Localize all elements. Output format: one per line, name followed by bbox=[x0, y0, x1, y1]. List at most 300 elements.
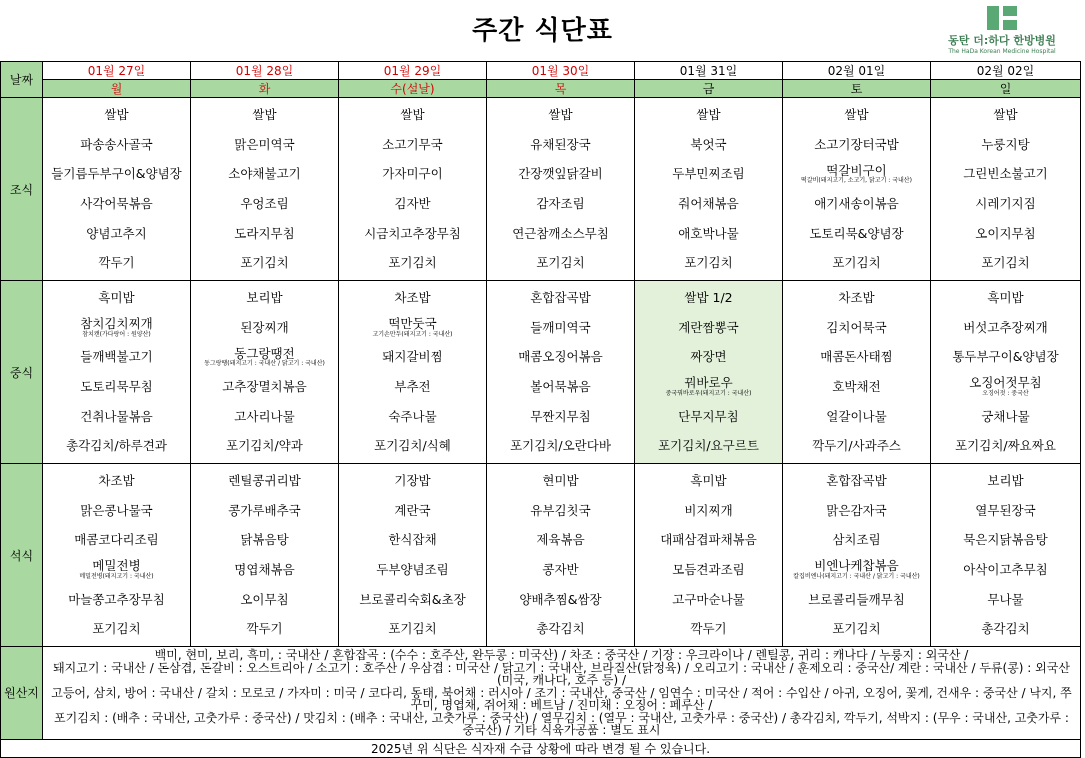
menu-list bbox=[191, 281, 338, 463]
menu-item-name: 애호박나물 bbox=[678, 225, 739, 241]
menu-item bbox=[783, 284, 930, 312]
menu-item-name: 도토리묵&양념장 bbox=[809, 225, 904, 241]
origin-info bbox=[43, 647, 1081, 740]
menu-item-name: 아삭이고추무침 bbox=[963, 561, 1048, 577]
menu-item bbox=[43, 249, 190, 277]
weekday-cell: 화 bbox=[191, 80, 339, 98]
menu-list bbox=[635, 281, 782, 463]
menu-item bbox=[931, 556, 1080, 584]
lunch-day-cell bbox=[339, 281, 487, 464]
menu-item bbox=[487, 497, 634, 525]
menu-item-name: 떡갈비구이 bbox=[826, 162, 887, 178]
menu-item-name: 흑미밥 bbox=[987, 290, 1024, 306]
menu-item-name: 쌀밥 bbox=[696, 107, 721, 123]
menu-item-name: 혼합잡곡밥 bbox=[826, 473, 887, 489]
menu-item bbox=[191, 432, 338, 460]
dinner-day-cell bbox=[635, 464, 783, 647]
menu-item bbox=[191, 467, 338, 495]
menu-item bbox=[635, 190, 782, 218]
menu-item bbox=[339, 314, 486, 342]
menu-item-name: 브로콜리숙회&초장 bbox=[359, 591, 466, 607]
weekday-cell: 목 bbox=[487, 80, 635, 98]
menu-item-name: 총각김치 bbox=[981, 621, 1030, 637]
menu-item-origin-note: 메밀전병(돼지고기 : 국내산) bbox=[79, 572, 154, 580]
menu-item bbox=[783, 526, 930, 554]
menu-item bbox=[635, 432, 782, 460]
menu-item bbox=[783, 615, 930, 643]
menu-item bbox=[487, 190, 634, 218]
menu-item bbox=[43, 373, 190, 401]
menu-item-name: 계란국 bbox=[394, 502, 431, 518]
menu-item-name: 유부김칫국 bbox=[530, 502, 591, 518]
menu-item bbox=[191, 402, 338, 430]
menu-item bbox=[43, 467, 190, 495]
menu-item-name: 흑미밥 bbox=[98, 290, 135, 306]
menu-item bbox=[783, 556, 930, 584]
menu-item bbox=[339, 190, 486, 218]
menu-list bbox=[487, 464, 634, 646]
menu-list bbox=[43, 464, 190, 646]
menu-item bbox=[43, 131, 190, 159]
date-cell: 02월 01일 bbox=[783, 62, 931, 80]
menu-item bbox=[191, 219, 338, 247]
menu-item-name: 도토리묵무침 bbox=[80, 378, 153, 394]
menu-item bbox=[783, 219, 930, 247]
menu-item bbox=[783, 314, 930, 342]
menu-item-name: 마늘쫑고추장무침 bbox=[68, 591, 165, 607]
menu-item bbox=[339, 432, 486, 460]
menu-item-name: 현미밥 bbox=[542, 473, 579, 489]
hospital-name-en: The HaDa Korean Medicine Hospital bbox=[948, 48, 1056, 55]
menu-item-origin-note: 중국꿔바로우(돼지고기 : 국내산) bbox=[665, 389, 752, 397]
menu-item bbox=[783, 585, 930, 613]
menu-item-name: 쌀밥 bbox=[400, 107, 425, 123]
menu-item-name: 간장깻잎닭갈비 bbox=[518, 166, 603, 182]
menu-item-name: 떡만둣국 bbox=[388, 315, 437, 331]
weekly-menu-table bbox=[0, 61, 1081, 758]
dinner-label: 석식 bbox=[1, 464, 43, 647]
menu-item-name: 들깨미역국 bbox=[530, 319, 591, 335]
menu-item-name: 포기김치 bbox=[536, 255, 585, 271]
menu-item bbox=[43, 343, 190, 371]
menu-item bbox=[931, 615, 1080, 643]
breakfast-day-cell bbox=[191, 98, 339, 281]
lunch-label: 중식 bbox=[1, 281, 43, 464]
menu-list bbox=[43, 98, 190, 280]
menu-item bbox=[931, 497, 1080, 525]
menu-list bbox=[339, 281, 486, 463]
menu-item-name: 차조밥 bbox=[394, 290, 431, 306]
menu-list bbox=[43, 281, 190, 463]
menu-item-name: 들깨백불고기 bbox=[80, 349, 153, 365]
menu-item-name: 동그랑땡전 bbox=[234, 345, 295, 361]
lunch-day-cell bbox=[487, 281, 635, 464]
menu-item-name: 시금치고추장무침 bbox=[364, 225, 461, 241]
menu-item bbox=[191, 190, 338, 218]
menu-item bbox=[191, 526, 338, 554]
menu-item bbox=[487, 556, 634, 584]
menu-item bbox=[487, 219, 634, 247]
menu-item-name: 맑은콩나물국 bbox=[80, 502, 153, 518]
menu-item-name: 우엉조림 bbox=[240, 195, 289, 211]
menu-item-name: 혼합잡곡밥 bbox=[530, 290, 591, 306]
menu-item bbox=[43, 314, 190, 342]
lunch-day-cell bbox=[43, 281, 191, 464]
menu-item-name: 무나물 bbox=[987, 591, 1024, 607]
menu-item bbox=[191, 284, 338, 312]
menu-item bbox=[487, 467, 634, 495]
menu-item-name: 맑은미역국 bbox=[234, 136, 295, 152]
menu-item-name: 보리밥 bbox=[246, 290, 283, 306]
lunch-day-cell bbox=[635, 281, 783, 464]
menu-item-name: 명엽채볶음 bbox=[234, 561, 295, 577]
menu-item-name: 가자미구이 bbox=[382, 166, 443, 182]
menu-item bbox=[487, 432, 634, 460]
menu-item-name: 통두부구이&양념장 bbox=[952, 349, 1059, 365]
menu-item-name: 매콤돈사태찜 bbox=[820, 349, 893, 365]
menu-item bbox=[339, 467, 486, 495]
menu-item-name: 모듬견과조림 bbox=[672, 561, 745, 577]
menu-item-name: 도라지무침 bbox=[234, 225, 295, 241]
menu-item bbox=[635, 249, 782, 277]
menu-item bbox=[191, 615, 338, 643]
menu-item bbox=[43, 497, 190, 525]
menu-list bbox=[339, 464, 486, 646]
menu-item-name: 쌀밥 bbox=[252, 107, 277, 123]
date-cell: 02월 02일 bbox=[931, 62, 1081, 80]
menu-item-name: 양배추찜&쌈장 bbox=[519, 591, 602, 607]
menu-item bbox=[931, 160, 1080, 188]
menu-item-name: 두부양념조림 bbox=[376, 561, 449, 577]
menu-item bbox=[783, 467, 930, 495]
menu-item bbox=[191, 101, 338, 129]
menu-item-name: 깍두기/사과주스 bbox=[812, 438, 901, 454]
menu-list bbox=[191, 464, 338, 646]
menu-item-name: 브로콜리들깨무침 bbox=[808, 591, 905, 607]
menu-item-name: 무짠지무침 bbox=[530, 408, 591, 424]
menu-item-name: 렌틸콩귀리밥 bbox=[228, 473, 301, 489]
menu-item bbox=[931, 101, 1080, 129]
menu-item bbox=[635, 526, 782, 554]
menu-item bbox=[339, 249, 486, 277]
origin-label: 원산지 bbox=[1, 647, 43, 740]
breakfast-label: 조식 bbox=[1, 98, 43, 281]
menu-item-name: 김자반 bbox=[394, 195, 431, 211]
menu-item bbox=[191, 131, 338, 159]
menu-item-name: 포기김치 bbox=[388, 255, 437, 271]
menu-item bbox=[783, 432, 930, 460]
menu-item bbox=[487, 402, 634, 430]
menu-item bbox=[931, 249, 1080, 277]
weekday-cell: 일 bbox=[931, 80, 1081, 98]
dinner-day-cell bbox=[339, 464, 487, 647]
menu-item-origin-note: 오징어젓 : 중국산 bbox=[982, 389, 1029, 397]
menu-item-name: 총각김치 bbox=[536, 621, 585, 637]
menu-item bbox=[635, 284, 782, 312]
weekday-cell: 토 bbox=[783, 80, 931, 98]
menu-item-name: 쌀밥 bbox=[993, 107, 1018, 123]
dinner-day-cell bbox=[191, 464, 339, 647]
date-cell: 01월 29일 bbox=[339, 62, 487, 80]
menu-item-name: 깍두기 bbox=[246, 621, 283, 637]
breakfast-day-cell bbox=[43, 98, 191, 281]
menu-item-name: 포기김치 bbox=[92, 621, 141, 637]
menu-item-origin-note: 참치캔(가다랑어 : 원양산) bbox=[82, 330, 151, 338]
menu-item-name: 북엇국 bbox=[690, 136, 727, 152]
menu-item bbox=[635, 497, 782, 525]
menu-item-name: 애기새송이볶음 bbox=[814, 195, 899, 211]
menu-item bbox=[783, 131, 930, 159]
menu-item-name: 소야채불고기 bbox=[228, 166, 301, 182]
weekday-cell: 월 bbox=[43, 80, 191, 98]
menu-item-name: 누룽지탕 bbox=[981, 136, 1030, 152]
menu-item-name: 메밀전병 bbox=[92, 558, 141, 574]
menu-item-name: 돼지갈비찜 bbox=[382, 349, 443, 365]
breakfast-day-cell bbox=[635, 98, 783, 281]
menu-item-name: 버섯고추장찌개 bbox=[963, 319, 1048, 335]
menu-item-name: 흑미밥 bbox=[690, 473, 727, 489]
menu-item bbox=[43, 556, 190, 584]
menu-item-origin-note: 떡갈비(돼지고기, 소고기, 닭고기 : 국내산) bbox=[801, 177, 912, 185]
lunch-day-cell bbox=[191, 281, 339, 464]
menu-item-name: 콩자반 bbox=[542, 561, 579, 577]
menu-item-name: 얼갈이나물 bbox=[826, 408, 887, 424]
menu-list bbox=[635, 464, 782, 646]
menu-item bbox=[635, 314, 782, 342]
menu-item-name: 꿔바로우 bbox=[684, 375, 733, 391]
hospital-logo bbox=[927, 6, 1077, 55]
menu-item bbox=[339, 343, 486, 371]
menu-item bbox=[931, 526, 1080, 554]
menu-item bbox=[43, 526, 190, 554]
origin-line: 포기김치 : (배추 : 국내산, 고춧가루 : 중국산) / 맛김치 : (배추 : 국내산, 고춧가루 : 중국산) / 열무김치 : (열무 : 국내산, 고춧가루 : 중국산) / 총각김치, 깍두기, 석박지 : (무우 : 국내산, 고춧가루 : 중국산) / 기타 식육가공품 : 별도 표시 bbox=[54, 710, 1069, 737]
breakfast-day-cell bbox=[783, 98, 931, 281]
lunch-day-cell bbox=[931, 281, 1081, 464]
menu-item bbox=[339, 615, 486, 643]
weekday-cell: 금 bbox=[635, 80, 783, 98]
menu-item bbox=[931, 131, 1080, 159]
menu-item bbox=[783, 497, 930, 525]
menu-item bbox=[635, 402, 782, 430]
menu-item-name: 사각어묵볶음 bbox=[80, 195, 153, 211]
menu-item-name: 숙주나물 bbox=[388, 408, 437, 424]
date-cell: 01월 28일 bbox=[191, 62, 339, 80]
menu-item-name: 소고기장터국밥 bbox=[814, 136, 899, 152]
menu-item-name: 쌀밥 bbox=[844, 107, 869, 123]
dinner-day-cell bbox=[487, 464, 635, 647]
menu-item bbox=[339, 373, 486, 401]
menu-item bbox=[635, 160, 782, 188]
menu-item bbox=[487, 160, 634, 188]
menu-item-name: 포기김치 bbox=[684, 255, 733, 271]
menu-item bbox=[487, 526, 634, 554]
menu-item bbox=[931, 467, 1080, 495]
menu-item bbox=[783, 160, 930, 188]
breakfast-day-cell bbox=[487, 98, 635, 281]
menu-item-name: 볼어묵볶음 bbox=[530, 378, 591, 394]
menu-item-name: 단무지무침 bbox=[678, 408, 739, 424]
menu-item bbox=[487, 373, 634, 401]
menu-item-name: 매콤코다리조림 bbox=[74, 532, 159, 548]
menu-item-name: 들기름두부구이&양념장 bbox=[51, 166, 182, 182]
menu-item bbox=[487, 314, 634, 342]
menu-list bbox=[931, 464, 1080, 646]
menu-item-name: 양념고추지 bbox=[86, 225, 147, 241]
menu-item bbox=[635, 131, 782, 159]
menu-item-name: 묵은지닭볶음탕 bbox=[963, 532, 1048, 548]
menu-item bbox=[43, 219, 190, 247]
menu-list bbox=[783, 281, 930, 463]
menu-item-name: 파송송사골국 bbox=[80, 136, 153, 152]
menu-item-name: 제육볶음 bbox=[536, 532, 585, 548]
menu-item bbox=[191, 314, 338, 342]
menu-item-name: 부추전 bbox=[394, 378, 431, 394]
menu-item-name: 맑은감자국 bbox=[826, 502, 887, 518]
menu-item-origin-note: 고기손만두(돼지고기 : 국내산) bbox=[372, 330, 453, 338]
menu-item-name: 포기김치 bbox=[832, 255, 881, 271]
menu-item bbox=[339, 585, 486, 613]
menu-item bbox=[931, 373, 1080, 401]
weekday-cell: 수(설날) bbox=[339, 80, 487, 98]
breakfast-day-cell bbox=[339, 98, 487, 281]
menu-item-name: 호박채전 bbox=[832, 378, 881, 394]
menu-list bbox=[339, 98, 486, 280]
menu-item-name: 감자조림 bbox=[536, 195, 585, 211]
hospital-name: 동탄 더:하다 한방병원 bbox=[948, 34, 1056, 47]
menu-item-name: 열무된장국 bbox=[975, 502, 1036, 518]
menu-item bbox=[43, 585, 190, 613]
menu-item bbox=[635, 373, 782, 401]
menu-item-name: 차조밥 bbox=[98, 473, 135, 489]
menu-item bbox=[339, 556, 486, 584]
menu-item bbox=[931, 219, 1080, 247]
dinner-day-cell bbox=[783, 464, 931, 647]
menu-item bbox=[487, 615, 634, 643]
date-cell: 01월 30일 bbox=[487, 62, 635, 80]
menu-item bbox=[339, 284, 486, 312]
menu-item-name: 비엔나케찹볶음 bbox=[814, 558, 899, 574]
menu-item bbox=[191, 497, 338, 525]
origin-line: 백미, 현미, 보리, 흑미, : 국내산 / 혼합잡곡 : (수수 : 호주산, 완두콩 : 미국산) / 차조 : 중국산 / 기장 : 우크라이나 / 렌틸콩, 귀리 : 캐나다 / 누룽지 : 외국산 / bbox=[154, 648, 969, 662]
menu-item-name: 비지찌개 bbox=[684, 502, 733, 518]
menu-item-origin-note: 동그랑땡(돼지고기 : 국내산 / 닭고기 : 국내산) bbox=[204, 360, 325, 368]
menu-item-name: 포기김치/식혜 bbox=[374, 438, 451, 454]
menu-item-name: 콩가루배추국 bbox=[228, 502, 301, 518]
menu-item-name: 된장찌개 bbox=[240, 319, 289, 335]
menu-list bbox=[783, 98, 930, 280]
menu-item-name: 한식잡채 bbox=[388, 532, 437, 548]
menu-item-name: 쌀밥 1/2 bbox=[684, 290, 733, 306]
menu-item-name: 포기김치 bbox=[388, 621, 437, 637]
menu-item-name: 깍두기 bbox=[98, 255, 135, 271]
menu-item-name: 포기김치/오란다바 bbox=[510, 438, 611, 454]
menu-list bbox=[487, 281, 634, 463]
menu-item-name: 유채된장국 bbox=[530, 136, 591, 152]
origin-line: 고등어, 삼치, 방어 : 국내산 / 갈치 : 모로코 / 가자미 : 미국 / 코다리, 동태, 북어채 : 러시아 / 조기 : 국내산, 중국산 / 임연수 : 미국산 / 적어 : 수입산 / 아귀, 오징어, 꽃게, 건새우 : 중국산 / 낙지, 쭈꾸미, 명엽채, 쥐어채 : 베트남 / 진미채 : 오징어 : 페루산 / bbox=[51, 685, 1072, 712]
menu-item-name: 닭볶음탕 bbox=[240, 532, 289, 548]
menu-item bbox=[43, 190, 190, 218]
menu-item bbox=[487, 585, 634, 613]
date-label: 날짜 bbox=[1, 62, 43, 98]
menu-item-name: 기장밥 bbox=[394, 473, 431, 489]
menu-item bbox=[783, 101, 930, 129]
menu-item bbox=[931, 190, 1080, 218]
menu-item-name: 깍두기 bbox=[690, 621, 727, 637]
page-title: 주간 식단표 bbox=[472, 15, 613, 46]
notice: 2025년 위 식단은 식자재 수급 상황에 따라 변경 될 수 있습니다. bbox=[1, 739, 1081, 757]
menu-list bbox=[487, 98, 634, 280]
menu-item bbox=[339, 101, 486, 129]
menu-item-name: 총각김치/하루견과 bbox=[66, 438, 167, 454]
origin-line: 돼지고기 : 국내산 / 돈삼겹, 돈갈비 : 오스트리아 / 소고기 : 호주산 / 우삼겹 : 미국산 / 닭고기 : 국내산, 브라질산(닭정육) / 오리고기 : 국내산 / 훈제오리 : 중국산/ 계란 : 국내산 / 두류(콩) : 외국산(미국, 캐나다, 호주 등) / bbox=[53, 660, 1070, 687]
menu-item-name: 줘어채볶음 bbox=[678, 195, 739, 211]
menu-item bbox=[931, 402, 1080, 430]
menu-item bbox=[43, 101, 190, 129]
menu-item bbox=[487, 343, 634, 371]
menu-item-name: 고사리나물 bbox=[234, 408, 295, 424]
menu-item bbox=[191, 585, 338, 613]
menu-item-name: 계란짬뽕국 bbox=[678, 319, 739, 335]
menu-item bbox=[339, 160, 486, 188]
menu-item bbox=[931, 314, 1080, 342]
menu-item bbox=[339, 131, 486, 159]
menu-item bbox=[191, 373, 338, 401]
menu-item-name: 건취나물볶음 bbox=[80, 408, 153, 424]
hospital-logo-icon bbox=[987, 6, 1017, 30]
menu-item-name: 보리밥 bbox=[987, 473, 1024, 489]
menu-item-name: 포기김치/약과 bbox=[226, 438, 303, 454]
menu-item-name: 오징어젓무침 bbox=[969, 375, 1042, 391]
menu-item bbox=[931, 343, 1080, 371]
menu-item bbox=[635, 219, 782, 247]
menu-item-name: 오이무침 bbox=[240, 591, 289, 607]
menu-item-name: 참치김치찌개 bbox=[80, 315, 153, 331]
date-cell: 01월 27일 bbox=[43, 62, 191, 80]
menu-item bbox=[635, 585, 782, 613]
menu-item bbox=[43, 160, 190, 188]
menu-item bbox=[487, 249, 634, 277]
menu-item bbox=[635, 467, 782, 495]
menu-item bbox=[783, 190, 930, 218]
menu-list bbox=[931, 281, 1080, 463]
menu-item-name: 포기김치/짜요짜요 bbox=[955, 438, 1056, 454]
dinner-day-cell bbox=[43, 464, 191, 647]
menu-item bbox=[191, 249, 338, 277]
menu-item bbox=[931, 432, 1080, 460]
menu-item bbox=[43, 432, 190, 460]
menu-list bbox=[931, 98, 1080, 280]
date-cell: 01월 31일 bbox=[635, 62, 783, 80]
menu-item-name: 쌀밥 bbox=[104, 107, 129, 123]
menu-item-name: 궁채나물 bbox=[981, 408, 1030, 424]
menu-item-name: 포기김치 bbox=[240, 255, 289, 271]
menu-item-name: 포기김치/요구르트 bbox=[658, 438, 759, 454]
menu-item bbox=[635, 615, 782, 643]
dinner-day-cell bbox=[931, 464, 1081, 647]
menu-item bbox=[191, 160, 338, 188]
menu-item-name: 차조밥 bbox=[838, 290, 875, 306]
menu-item-name: 시레기지짐 bbox=[975, 195, 1036, 211]
breakfast-day-cell bbox=[931, 98, 1081, 281]
menu-list bbox=[783, 464, 930, 646]
menu-item-name: 그린빈소불고기 bbox=[963, 166, 1048, 182]
menu-item-name: 김치어묵국 bbox=[826, 319, 887, 335]
menu-item bbox=[783, 373, 930, 401]
menu-item bbox=[487, 284, 634, 312]
menu-item-name: 대패삼겹파채볶음 bbox=[660, 532, 757, 548]
menu-item-name: 삼치조림 bbox=[832, 532, 881, 548]
menu-list bbox=[191, 98, 338, 280]
